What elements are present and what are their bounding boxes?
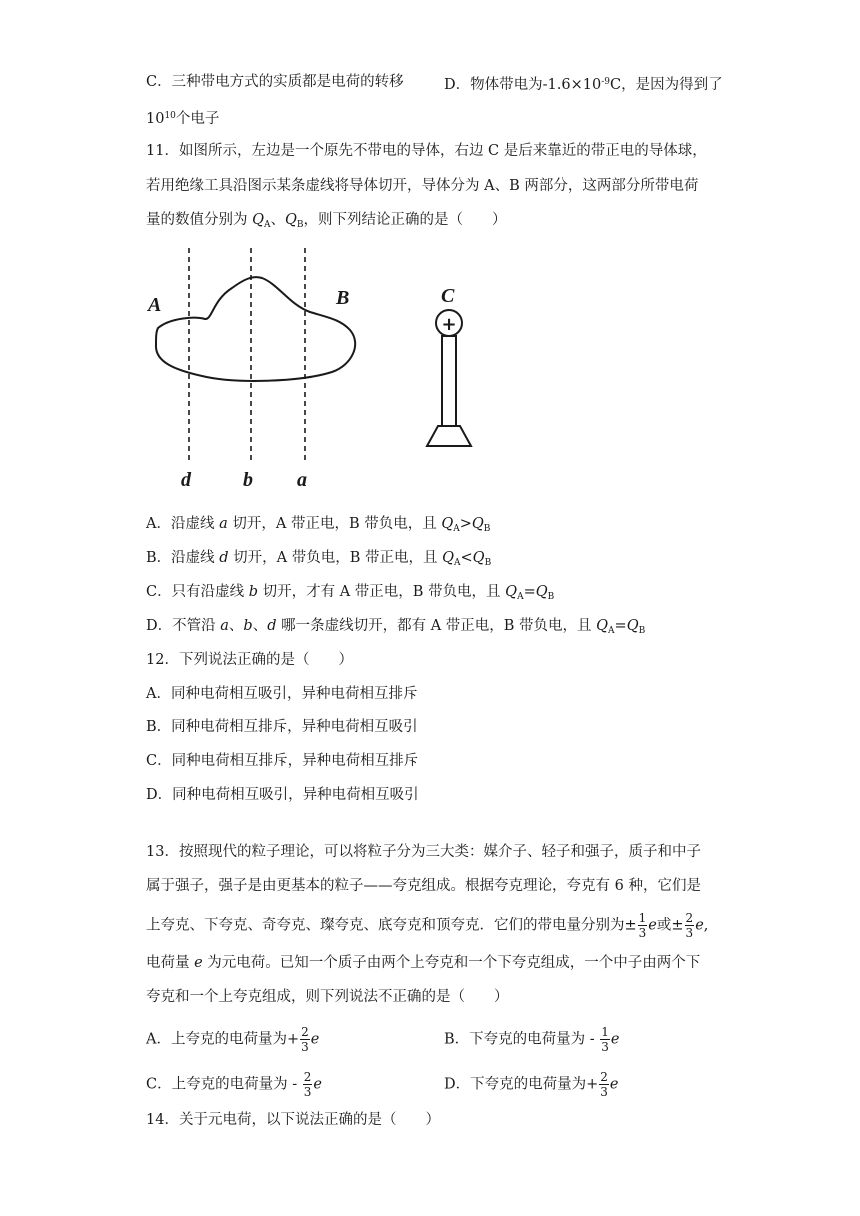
fraction-one-third: $\frac{1}{3}$ <box>638 911 647 940</box>
q11-stem-line-3: 量的数值分别为 $Q_A$、$Q_B$，则下列结论正确的是（ ） <box>146 212 507 230</box>
q10-option-c: C．三种带电方式的实质都是电荷的转移 <box>146 74 404 90</box>
label-part-a: A <box>148 294 162 316</box>
fraction-two-thirds: $\frac{2}{3}$ <box>685 911 694 940</box>
fraction-two-thirds: $\frac{2}{3}$ <box>600 1070 608 1099</box>
insulating-rod <box>442 336 456 426</box>
q13-option-c: C．上夸克的电荷量为 - $\frac{2}{3}$ e <box>146 1070 322 1099</box>
label-sphere-c: C <box>441 285 455 307</box>
q11-stem-line-2: 若用绝缘工具沿图示某条虚线将导体切开，导体分为 A、B 两部分，这两部分所带电荷 <box>146 178 699 194</box>
q11-option-a: A．沿虚线 a 切开，A 带正电，B 带负电，且 $Q_A>Q_B$ <box>146 516 491 534</box>
q13-stem-line-1: 13．按照现代的粒子理论，可以将粒子分为三大类：媒介子、轻子和强子，质子和中子 <box>146 844 701 860</box>
q13-option-b: B．下夸克的电荷量为 - $\frac{1}{3}$ e <box>444 1025 620 1054</box>
q13-stem-line-4: 电荷量 e 为元电荷。已知一个质子由两个上夸克和一个下夸克组成，一个中子由两个下 <box>146 955 701 971</box>
label-part-b: B <box>336 287 350 309</box>
label-line-a: a <box>297 469 307 490</box>
label-line-b: b <box>243 469 253 490</box>
label-line-d: d <box>181 469 191 490</box>
plus-sign: + <box>441 314 457 335</box>
q13-stem-line-3: 上夸克、下夸克、奇夸克、璨夸克、底夸克和顶夸克．它们的带电量分别为± $\frac{1}{3}$ e或± $\frac{2}{3}$ e, <box>146 911 709 940</box>
q10-option-d-continued: $10^{10}$个电子 <box>146 111 220 127</box>
q13-stem-line-5: 夸克和一个上夸克组成，则下列说法不正确的是（ ） <box>146 989 509 1005</box>
stand-base <box>427 426 471 446</box>
conductor-body <box>156 277 355 381</box>
q12-option-b: B．同种电荷相互排斥，异种电荷相互吸引 <box>146 719 418 735</box>
q12-stem: 12．下列说法正确的是（ ） <box>146 652 353 668</box>
fraction-two-thirds: $\frac{2}{3}$ <box>303 1070 312 1099</box>
q14-stem: 14．关于元电荷，以下说法正确的是（ ） <box>146 1112 440 1128</box>
q11-option-d: D．不管沿 a、b、d 哪一条虚线切开，都有 A 带正电，B 带负电，且 $Q_A=Q_B$ <box>146 618 646 636</box>
q11-stem-line-1: 11．如图所示，左边是一个原先不带电的导体，右边 C 是后来靠近的带正电的导体球， <box>146 143 707 159</box>
q13-option-a: A．上夸克的电荷量为+ $\frac{2}{3}$ e <box>146 1025 320 1054</box>
q13-stem-line-2: 属于强子，强子是由更基本的粒子——夸克组成。根据夸克理论，夸克有 6 种，它们是 <box>146 878 701 894</box>
q10-option-d: D．物体带电为$-1.6\times 10^{-9}C$，是因为得到了 <box>444 77 723 93</box>
q12-option-a: A．同种电荷相互吸引，异种电荷相互排斥 <box>146 686 418 702</box>
q12-option-c: C．同种电荷相互排斥，异种电荷相互排斥 <box>146 753 419 769</box>
q12-option-d: D．同种电荷相互吸引，异种电荷相互吸引 <box>146 787 419 803</box>
fraction-one-third: $\frac{1}{3}$ <box>601 1025 609 1054</box>
q13-option-d: D．下夸克的电荷量为+ $\frac{2}{3}$ e <box>444 1070 619 1099</box>
conductor-diagram <box>140 240 490 490</box>
fraction-two-thirds: $\frac{2}{3}$ <box>301 1025 309 1054</box>
q11-option-b: B．沿虚线 d 切开，A 带负电，B 带正电，且 $Q_A<Q_B$ <box>146 550 492 568</box>
q11-option-c: C．只有沿虚线 b 切开，才有 A 带正电，B 带负电，且 $Q_A=Q_B$ <box>146 584 555 602</box>
